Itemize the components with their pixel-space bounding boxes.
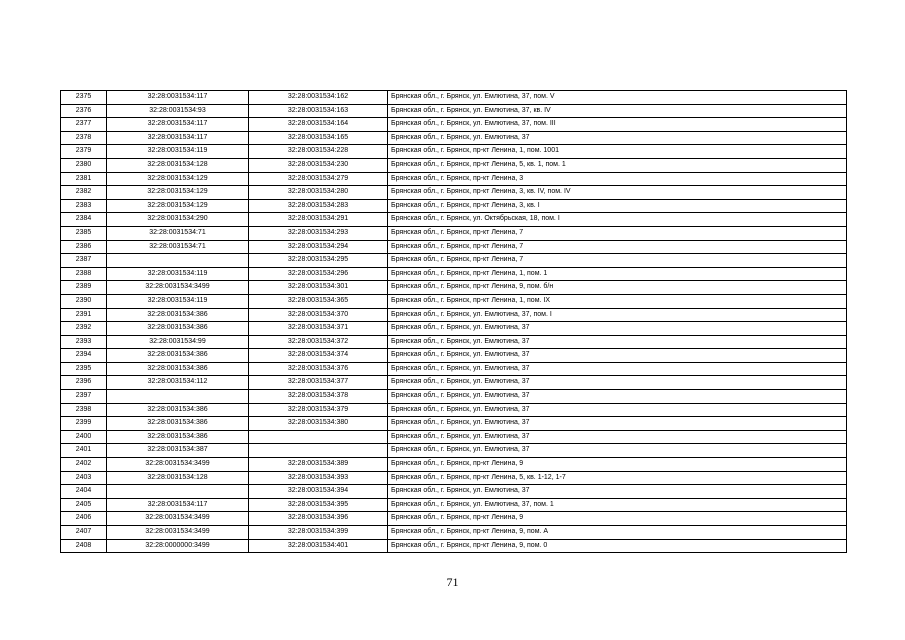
parent-cadastral-number-cell: 32:28:0031534:387 <box>107 444 249 458</box>
page-number: 71 <box>446 575 459 589</box>
parent-cadastral-number-cell: 32:28:0031534:129 <box>107 186 249 200</box>
table-row <box>61 539 847 553</box>
address-cell: Брянская обл., г. Брянск, пр-кт Ленина, 1, пом. 1 <box>388 267 847 281</box>
row-number-cell: 2393 <box>61 335 107 349</box>
address-cell: Брянская обл., г. Брянск, ул. Емлютина, 37, пом. V <box>388 91 847 105</box>
address-cell: Брянская обл., г. Брянск, пр-кт Ленина, 3, кв. I <box>388 199 847 213</box>
cadastral-number-cell: 32:28:0031534:163 <box>249 104 388 118</box>
address-cell: Брянская обл., г. Брянск, ул. Емлютина, 37 <box>388 403 847 417</box>
cadastral-number-cell: 32:28:0031534:293 <box>249 226 388 240</box>
address-cell: Брянская обл., г. Брянск, пр-кт Ленина, 9 <box>388 512 847 526</box>
table-row <box>61 186 847 200</box>
cadastral-number-cell: 32:28:0031534:230 <box>249 158 388 172</box>
address-cell: Брянская обл., г. Брянск, ул. Емлютина, 37, пом. III <box>388 118 847 132</box>
table-row <box>61 376 847 390</box>
row-number-cell: 2407 <box>61 526 107 540</box>
cadastral-number-cell: 32:28:0031534:162 <box>249 91 388 105</box>
table-row <box>61 131 847 145</box>
row-number-cell: 2377 <box>61 118 107 132</box>
table-row <box>61 444 847 458</box>
address-cell: Брянская обл., г. Брянск, пр-кт Ленина, 7 <box>388 254 847 268</box>
parent-cadastral-number-cell <box>107 390 249 404</box>
table-row <box>61 485 847 499</box>
parent-cadastral-number-cell: 32:28:0031534:290 <box>107 213 249 227</box>
address-cell: Брянская обл., г. Брянск, ул. Емлютина, 37, кв. IV <box>388 104 847 118</box>
address-cell: Брянская обл., г. Брянск, пр-кт Ленина, 5, кв. 1-12, 1-7 <box>388 471 847 485</box>
address-cell: Брянская обл., г. Брянск, ул. Емлютина, 37 <box>388 390 847 404</box>
parent-cadastral-number-cell: 32:28:0031534:119 <box>107 294 249 308</box>
table-row <box>61 267 847 281</box>
address-cell: Брянская обл., г. Брянск, пр-кт Ленина, 3, кв. IV, пом. IV <box>388 186 847 200</box>
table-row <box>61 335 847 349</box>
address-cell: Брянская обл., г. Брянск, пр-кт Ленина, 7 <box>388 240 847 254</box>
cadastral-number-cell: 32:28:0031534:301 <box>249 281 388 295</box>
parent-cadastral-number-cell: 32:28:0031534:386 <box>107 403 249 417</box>
row-number-cell: 2380 <box>61 158 107 172</box>
row-number-cell: 2406 <box>61 512 107 526</box>
cadastral-number-cell: 32:28:0031534:365 <box>249 294 388 308</box>
address-cell: Брянская обл., г. Брянск, ул. Емлютина, 37 <box>388 335 847 349</box>
row-number-cell: 2390 <box>61 294 107 308</box>
cadastral-number-cell: 32:28:0031534:389 <box>249 458 388 472</box>
table-row <box>61 362 847 376</box>
address-cell: Брянская обл., г. Брянск, ул. Емлютина, 37 <box>388 417 847 431</box>
parent-cadastral-number-cell: 32:28:0031534:128 <box>107 158 249 172</box>
cadastral-number-cell: 32:28:0031534:401 <box>249 539 388 553</box>
table-row <box>61 158 847 172</box>
parent-cadastral-number-cell: 32:28:0031534:128 <box>107 471 249 485</box>
row-number-cell: 2383 <box>61 199 107 213</box>
parent-cadastral-number-cell: 32:28:0031534:71 <box>107 240 249 254</box>
parent-cadastral-number-cell: 32:28:0000000:3499 <box>107 539 249 553</box>
cadastral-number-cell: 32:28:0031534:380 <box>249 417 388 431</box>
row-number-cell: 2400 <box>61 430 107 444</box>
table-row <box>61 213 847 227</box>
table-row <box>61 390 847 404</box>
cadastral-number-cell: 32:28:0031534:370 <box>249 308 388 322</box>
row-number-cell: 2399 <box>61 417 107 431</box>
address-cell: Брянская обл., г. Брянск, пр-кт Ленина, 9, пом. А <box>388 526 847 540</box>
table-row <box>61 294 847 308</box>
row-number-cell: 2387 <box>61 254 107 268</box>
table-row <box>61 145 847 159</box>
parent-cadastral-number-cell: 32:28:0031534:386 <box>107 362 249 376</box>
row-number-cell: 2386 <box>61 240 107 254</box>
cadastral-number-cell: 32:28:0031534:377 <box>249 376 388 390</box>
row-number-cell: 2379 <box>61 145 107 159</box>
cadastral-number-cell: 32:28:0031534:374 <box>249 349 388 363</box>
cadastral-number-cell: 32:28:0031534:371 <box>249 322 388 336</box>
row-number-cell: 2381 <box>61 172 107 186</box>
table-row <box>61 349 847 363</box>
parent-cadastral-number-cell: 32:28:0031534:386 <box>107 349 249 363</box>
parent-cadastral-number-cell: 32:28:0031534:3499 <box>107 526 249 540</box>
address-cell: Брянская обл., г. Брянск, пр-кт Ленина, 9, пом. 0 <box>388 539 847 553</box>
address-cell: Брянская обл., г. Брянск, пр-кт Ленина, 1, пом. 1001 <box>388 145 847 159</box>
cadastral-number-cell: 32:28:0031534:378 <box>249 390 388 404</box>
cadastral-number-cell: 32:28:0031534:294 <box>249 240 388 254</box>
parent-cadastral-number-cell: 32:28:0031534:71 <box>107 226 249 240</box>
table-row <box>61 199 847 213</box>
cadastral-number-cell: 32:28:0031534:393 <box>249 471 388 485</box>
table-row <box>61 526 847 540</box>
parent-cadastral-number-cell: 32:28:0031534:112 <box>107 376 249 390</box>
row-number-cell: 2388 <box>61 267 107 281</box>
cadastral-number-cell: 32:28:0031534:372 <box>249 335 388 349</box>
row-number-cell: 2403 <box>61 471 107 485</box>
row-number-cell: 2402 <box>61 458 107 472</box>
table-row <box>61 471 847 485</box>
address-cell: Брянская обл., г. Брянск, пр-кт Ленина, 7 <box>388 226 847 240</box>
address-cell: Брянская обл., г. Брянск, пр-кт Ленина, 1, пом. IX <box>388 294 847 308</box>
parent-cadastral-number-cell <box>107 254 249 268</box>
row-number-cell: 2408 <box>61 539 107 553</box>
row-number-cell: 2395 <box>61 362 107 376</box>
address-cell: Брянская обл., г. Брянск, ул. Емлютина, 37, пом. 1 <box>388 498 847 512</box>
row-number-cell: 2378 <box>61 131 107 145</box>
address-cell: Брянская обл., г. Брянск, пр-кт Ленина, 9 <box>388 458 847 472</box>
address-cell: Брянская обл., г. Брянск, ул. Емлютина, 37 <box>388 376 847 390</box>
parent-cadastral-number-cell: 32:28:0031534:99 <box>107 335 249 349</box>
address-cell: Брянская обл., г. Брянск, ул. Емлютина, 37 <box>388 349 847 363</box>
table-row <box>61 417 847 431</box>
parent-cadastral-number-cell <box>107 485 249 499</box>
address-cell: Брянская обл., г. Брянск, ул. Емлютина, 37 <box>388 485 847 499</box>
row-number-cell: 2392 <box>61 322 107 336</box>
parent-cadastral-number-cell: 32:28:0031534:386 <box>107 430 249 444</box>
parent-cadastral-number-cell: 32:28:0031534:3499 <box>107 281 249 295</box>
cadastral-number-cell: 32:28:0031534:283 <box>249 199 388 213</box>
parent-cadastral-number-cell: 32:28:0031534:386 <box>107 417 249 431</box>
cadastral-number-cell: 32:28:0031534:164 <box>249 118 388 132</box>
row-number-cell: 2389 <box>61 281 107 295</box>
cadastral-number-cell: 32:28:0031534:280 <box>249 186 388 200</box>
row-number-cell: 2401 <box>61 444 107 458</box>
table-row <box>61 226 847 240</box>
table-row <box>61 430 847 444</box>
table-row <box>61 91 847 105</box>
parent-cadastral-number-cell: 32:28:0031534:117 <box>107 91 249 105</box>
address-cell: Брянская обл., г. Брянск, ул. Октябрьская, 18, пом. I <box>388 213 847 227</box>
cadastral-number-cell: 32:28:0031534:296 <box>249 267 388 281</box>
table-row <box>61 254 847 268</box>
table-row <box>61 104 847 118</box>
table-row <box>61 308 847 322</box>
table-row <box>61 118 847 132</box>
cadastral-number-cell: 32:28:0031534:396 <box>249 512 388 526</box>
cadastral-number-cell: 32:28:0031534:376 <box>249 362 388 376</box>
cadastral-number-cell: 32:28:0031534:394 <box>249 485 388 499</box>
cadastral-number-cell: 32:28:0031534:228 <box>249 145 388 159</box>
row-number-cell: 2391 <box>61 308 107 322</box>
row-number-cell: 2404 <box>61 485 107 499</box>
parent-cadastral-number-cell: 32:28:0031534:129 <box>107 172 249 186</box>
parent-cadastral-number-cell: 32:28:0031534:117 <box>107 498 249 512</box>
row-number-cell: 2396 <box>61 376 107 390</box>
parent-cadastral-number-cell: 32:28:0031534:386 <box>107 308 249 322</box>
cadastral-table <box>60 90 847 553</box>
parent-cadastral-number-cell: 32:28:0031534:3499 <box>107 512 249 526</box>
table-row <box>61 281 847 295</box>
row-number-cell: 2394 <box>61 349 107 363</box>
cadastral-number-cell: 32:28:0031534:395 <box>249 498 388 512</box>
table-row <box>61 322 847 336</box>
table-body <box>61 91 847 553</box>
cadastral-number-cell: 32:28:0031534:291 <box>249 213 388 227</box>
parent-cadastral-number-cell: 32:28:0031534:117 <box>107 118 249 132</box>
address-cell: Брянская обл., г. Брянск, ул. Емлютина, 37 <box>388 430 847 444</box>
row-number-cell: 2397 <box>61 390 107 404</box>
cadastral-number-cell <box>249 444 388 458</box>
cadastral-number-cell: 32:28:0031534:379 <box>249 403 388 417</box>
table-row <box>61 172 847 186</box>
address-cell: Брянская обл., г. Брянск, ул. Емлютина, 37 <box>388 362 847 376</box>
parent-cadastral-number-cell: 32:28:0031534:119 <box>107 145 249 159</box>
cadastral-number-cell: 32:28:0031534:279 <box>249 172 388 186</box>
row-number-cell: 2398 <box>61 403 107 417</box>
row-number-cell: 2382 <box>61 186 107 200</box>
address-cell: Брянская обл., г. Брянск, ул. Емлютина, 37 <box>388 322 847 336</box>
parent-cadastral-number-cell: 32:28:0031534:129 <box>107 199 249 213</box>
address-cell: Брянская обл., г. Брянск, ул. Емлютина, 37 <box>388 131 847 145</box>
parent-cadastral-number-cell: 32:28:0031534:119 <box>107 267 249 281</box>
cadastral-number-cell: 32:28:0031534:165 <box>249 131 388 145</box>
parent-cadastral-number-cell: 32:28:0031534:386 <box>107 322 249 336</box>
address-cell: Брянская обл., г. Брянск, пр-кт Ленина, 3 <box>388 172 847 186</box>
row-number-cell: 2384 <box>61 213 107 227</box>
address-cell: Брянская обл., г. Брянск, ул. Емлютина, 37, пом. I <box>388 308 847 322</box>
address-cell: Брянская обл., г. Брянск, пр-кт Ленина, 5, кв. 1, пом. 1 <box>388 158 847 172</box>
table-row <box>61 512 847 526</box>
cadastral-number-cell <box>249 430 388 444</box>
table-row <box>61 240 847 254</box>
address-cell: Брянская обл., г. Брянск, ул. Емлютина, 37 <box>388 444 847 458</box>
row-number-cell: 2405 <box>61 498 107 512</box>
parent-cadastral-number-cell: 32:28:0031534:117 <box>107 131 249 145</box>
row-number-cell: 2376 <box>61 104 107 118</box>
address-cell: Брянская обл., г. Брянск, пр-кт Ленина, 9, пом. б/н <box>388 281 847 295</box>
parent-cadastral-number-cell: 32:28:0031534:3499 <box>107 458 249 472</box>
cadastral-number-cell: 32:28:0031534:399 <box>249 526 388 540</box>
cadastral-number-cell: 32:28:0031534:295 <box>249 254 388 268</box>
table-row <box>61 403 847 417</box>
row-number-cell: 2375 <box>61 91 107 105</box>
parent-cadastral-number-cell: 32:28:0031534:93 <box>107 104 249 118</box>
table-row <box>61 498 847 512</box>
table-row <box>61 458 847 472</box>
row-number-cell: 2385 <box>61 226 107 240</box>
